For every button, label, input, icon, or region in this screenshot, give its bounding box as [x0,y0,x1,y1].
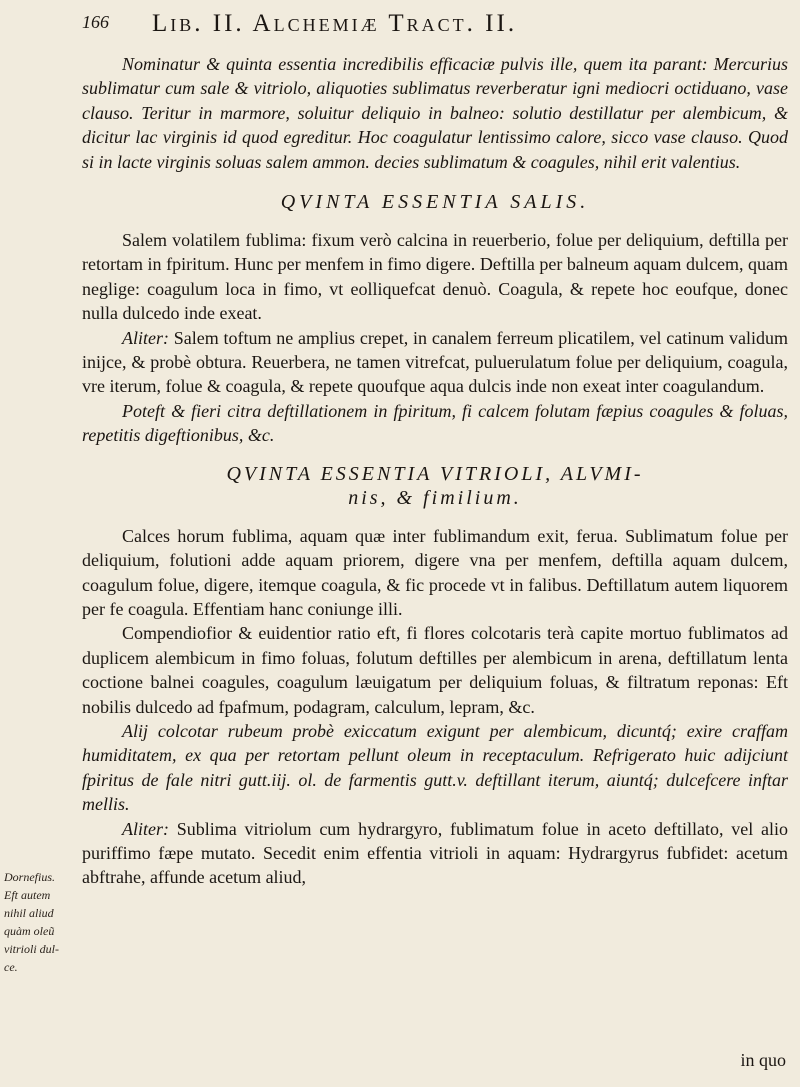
vitrioli-paragraph-2: Compendiofior & euidentior ratio eft, fi flores colcotaris terà capite mortuo fublimatos ad duplicem alembicum in fimo foluas, folutum deftilles per alembicum in arena, deftillatum lenta coctione balnei coagules, coagulum læuigatum per deliquium foluas, & filtratum reponas: Eft nobilis dulcedo ad fpafmum, podagram, calculum, lepram, &c. [82,623,788,717]
running-head: Lib. II. Alchemiæ Tract. II. [152,10,518,37]
margin-note-line: nihil aliud [4,906,54,920]
salis-paragraph-1: Salem volatilem fublima: fixum verò calcina in reuerberio, folue per deliquium, deftilla per retortam in fpiritum. Hunc per menfem in fimo digere. Deftilla per balneum aquam dulcem, quam neglige: coagulum loca in fimo, vt eolliquefcat denuò. Coagula, & repete hoc eoufque, donec nulla dulcedo inde exeat. [82,230,788,324]
intro-paragraph: Nominatur & quinta essentia incredibilis efficaciæ pulvis ille, quem ita parant: Mercurius sublimatur cum sale & vitriolo, aliquoties sublimatus reverberatur igni mediocri octiduano, vase clauso. Teritur in marmore, soluitur deliquio in balneo: solutio destillatur per alembicum, & dicitur lac virginis id quod egreditur. Hoc coagulatur lentissimo calore, sicco vase clauso. Quod si in lacte virginis soluas salem ammon. decies sublimatum & coagules, nihil erit valentius. [82,54,788,172]
salis-paragraph-3: Poteft & fieri citra deftillationem in fpiritum, fi calcem folutam fæpius coagules & foluas, repetitis digeftionibus, &c. [82,400,788,446]
heading-line-1: QVINTA ESSENTIA VITRIOLI, ALVMI- [226,462,644,485]
margin-note-line: ce. [4,960,18,974]
page-number: 166 [82,12,109,32]
margin-note-line: vitrioli dul- [4,942,59,956]
margin-note-line: Dornefius. [4,870,55,884]
page-header [82,6,782,46]
margin-note-line: quàm oleũ [4,924,55,938]
salis-paragraph-2 [82,326,788,399]
margin-notes [4,868,76,976]
vitrioli-paragraph-1: Calces horum fublima, aquam quæ inter fublimandum exit, ferua. Sublimatum folue per deliquium, folutioni adde aquam priorem, digere vna per menfem, deftilla aquam dulcem, coagulum folue, digere, itemque coagula, & fic procede vt in falibus. Deftillatum autem liquorem per fe coagula. Effentiam hanc coniunge illi. [82,525,788,619]
vitrioli-paragraph-3: Alij colcotar rubeum probè exiccatum exigunt per alembicum, dicuntq́; exire craffam humiditatem, ex qua per retortam pellunt oleum in receptaculum. Refrigerato huic adijciunt fpiritus de fale nitri gutt.iij. ol. de farmentis gutt.v. deftillant iterum, aiuntq́; dulcefcere inftar mellis. [82,720,788,815]
aliter-label: Aliter: [122,327,169,348]
vitrioli-paragraph-4-text: Sublima vitriolum cum hydrargyro, fublimatum folue in aceto deftillato, vel alio puriffimo fæpe mutato. Secedit enim effentia vitrioli in aquam: Hydrargyrus fubfidet: acetum abftrahe, affunde acetum aliud, [82,818,789,888]
catchword: in quo [740,1050,786,1070]
heading-line-2: nis, & fimilium. [348,486,522,509]
body-text [82,52,788,890]
section-heading-salis: QVINTA ESSENTIA SALIS. [280,191,590,214]
aliter-label-2: Aliter: [122,818,169,839]
vitrioli-paragraph-4 [82,817,788,890]
section-heading-vitrioli [82,462,788,510]
salis-paragraph-2-text: Salem toftum ne amplius crepet, in canalem ferreum plicatilem, vel catinum validum inijce, & probè obtura. Reuerbera, ne tamen vitrefcat, puluerulatum folue per deliquium, coagula, vre iterum, folue & coagula, & repete quoufque aqua dulcis inde non exeat inter coagulandum. [82,327,789,397]
margin-note-line: Eft autem [4,888,51,902]
